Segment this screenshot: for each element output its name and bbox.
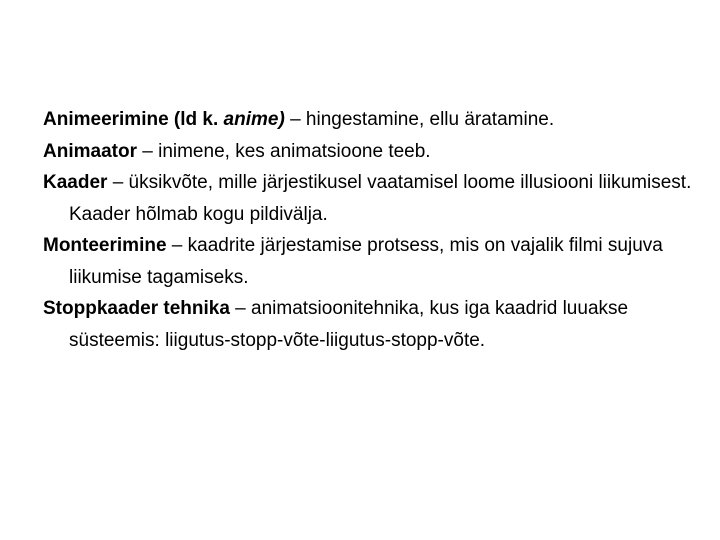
entry-animaator — [43, 136, 693, 168]
entry-monteerimine — [43, 230, 693, 293]
term-monteerimine: Monteerimine — [43, 235, 167, 256]
definition-monteerimine: – kaadrite järjestamise protsess, mis on vajalik filmi sujuva liikumise tagamiseks. — [69, 235, 663, 288]
term-animeerimine: Animeerimine (ld k. — [43, 109, 224, 130]
term-stoppkaader: Stoppkaader tehnika — [43, 298, 230, 319]
definition-animaator: – inimene, kes animatsioone teeb. — [136, 140, 431, 162]
definition-kaader: – üksikvõte, mille järjestikusel vaatamisel loome illusiooni liikumisest. Kaader hõlmab kogu pildivälja. — [69, 172, 692, 225]
definition-stoppkaader: – animatsioonitehnika, kus iga kaadrid luuakse süsteemis: liigutus-stopp-võte-liigutus-stopp-võte. — [69, 298, 629, 351]
entry-animeerimine — [43, 104, 693, 136]
term-animaator: Animaator — [43, 140, 137, 162]
term-kaader: Kaader — [43, 172, 108, 193]
definition-list — [43, 104, 693, 356]
entry-stoppkaader — [43, 293, 693, 356]
definition-animeerimine: – hingestamine, ellu äratamine. — [284, 109, 555, 130]
term-animeerimine-italic: anime) — [223, 109, 285, 130]
entry-kaader — [43, 167, 693, 230]
